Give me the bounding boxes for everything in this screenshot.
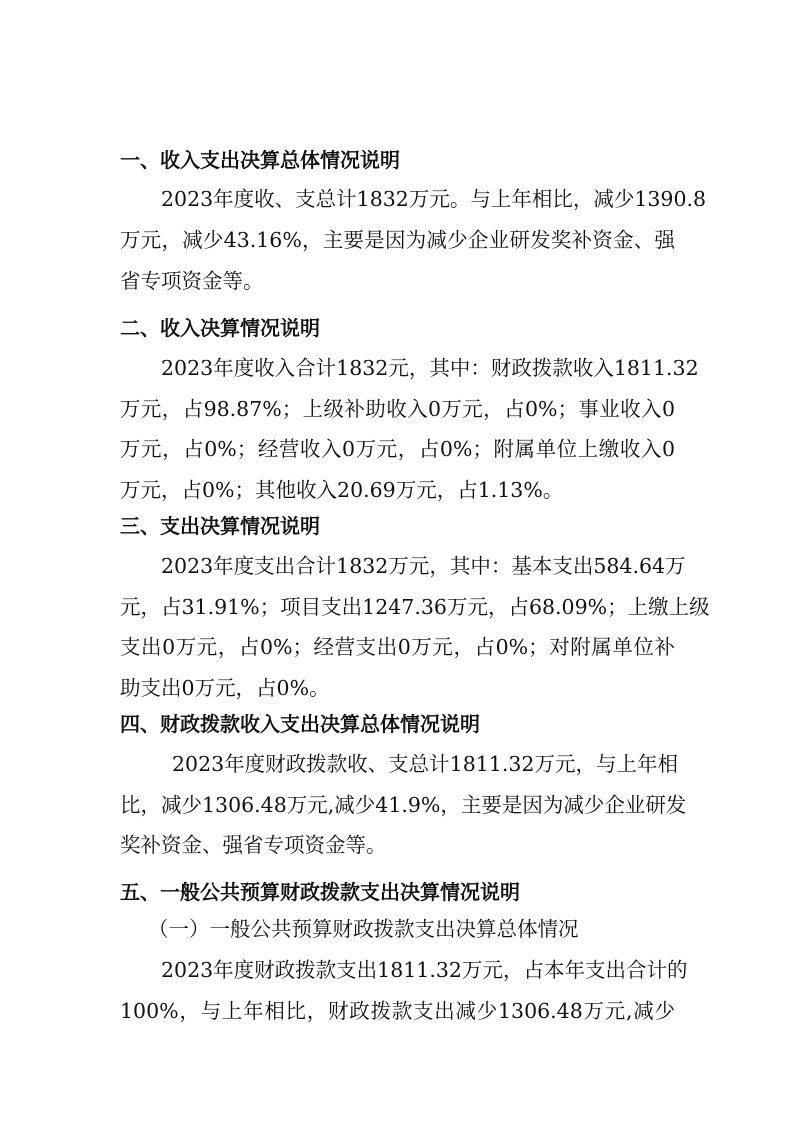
paragraph-line: 2023年度财政拨款支出1811.32万元，占本年支出合计的 [161,958,688,982]
paragraph-line: 2023年度收、支总计1832万元。与上年相比，减少1390.8 [161,187,707,211]
section-heading-3: 三、支出决算情况说明 [120,514,320,538]
paragraph-line: 比，减少1306.48万元,减少41.9%，主要是因为减少企业研发 [120,793,687,817]
paragraph-line: 支出0万元，占0%；经营支出0万元，占0%；对附属单位补 [120,635,675,659]
section-heading-2: 二、收入决算情况说明 [120,316,320,340]
section-heading-5: 五、一般公共预算财政拨款支出决算情况说明 [120,880,520,904]
paragraph-line: 100%，与上年相比，财政拨款支出减少1306.48万元,减少 [120,999,675,1023]
paragraph-line: 元，占31.91%；项目支出1247.36万元，占68.09%；上缴上级 [120,595,710,619]
paragraph-line: 奖补资金、强省专项资金等。 [120,833,387,857]
paragraph-line: 2023年度收入合计1832元，其中：财政拨款收入1811.32 [161,356,699,380]
section-heading-4: 四、财政拨款收入支出决算总体情况说明 [120,712,480,736]
paragraph-line: 万元，占98.87%；上级补助收入0万元，占0%；事业收入0 [120,397,675,421]
subsection-heading: （一）一般公共预算财政拨款支出决算总体情况 [148,917,579,941]
paragraph-line: 万元，占0%；经营收入0万元，占0%；附属单位上缴收入0 [120,437,675,461]
section-heading-1: 一、收入支出决算总体情况说明 [120,148,400,172]
paragraph-line: 2023年度财政拨款收、支总计1811.32万元，与上年相 [172,752,678,776]
paragraph-line: 助支出0万元，占0%。 [120,676,330,700]
paragraph-line: 省专项资金等。 [120,269,264,293]
paragraph-line: 2023年度支出合计1832万元，其中：基本支出584.64万 [161,554,686,578]
paragraph-line: 万元，减少43.16%，主要是因为减少企业研发奖补资金、强 [120,228,675,252]
paragraph-line: 万元，占0%；其他收入20.69万元，占1.13%。 [120,478,564,502]
